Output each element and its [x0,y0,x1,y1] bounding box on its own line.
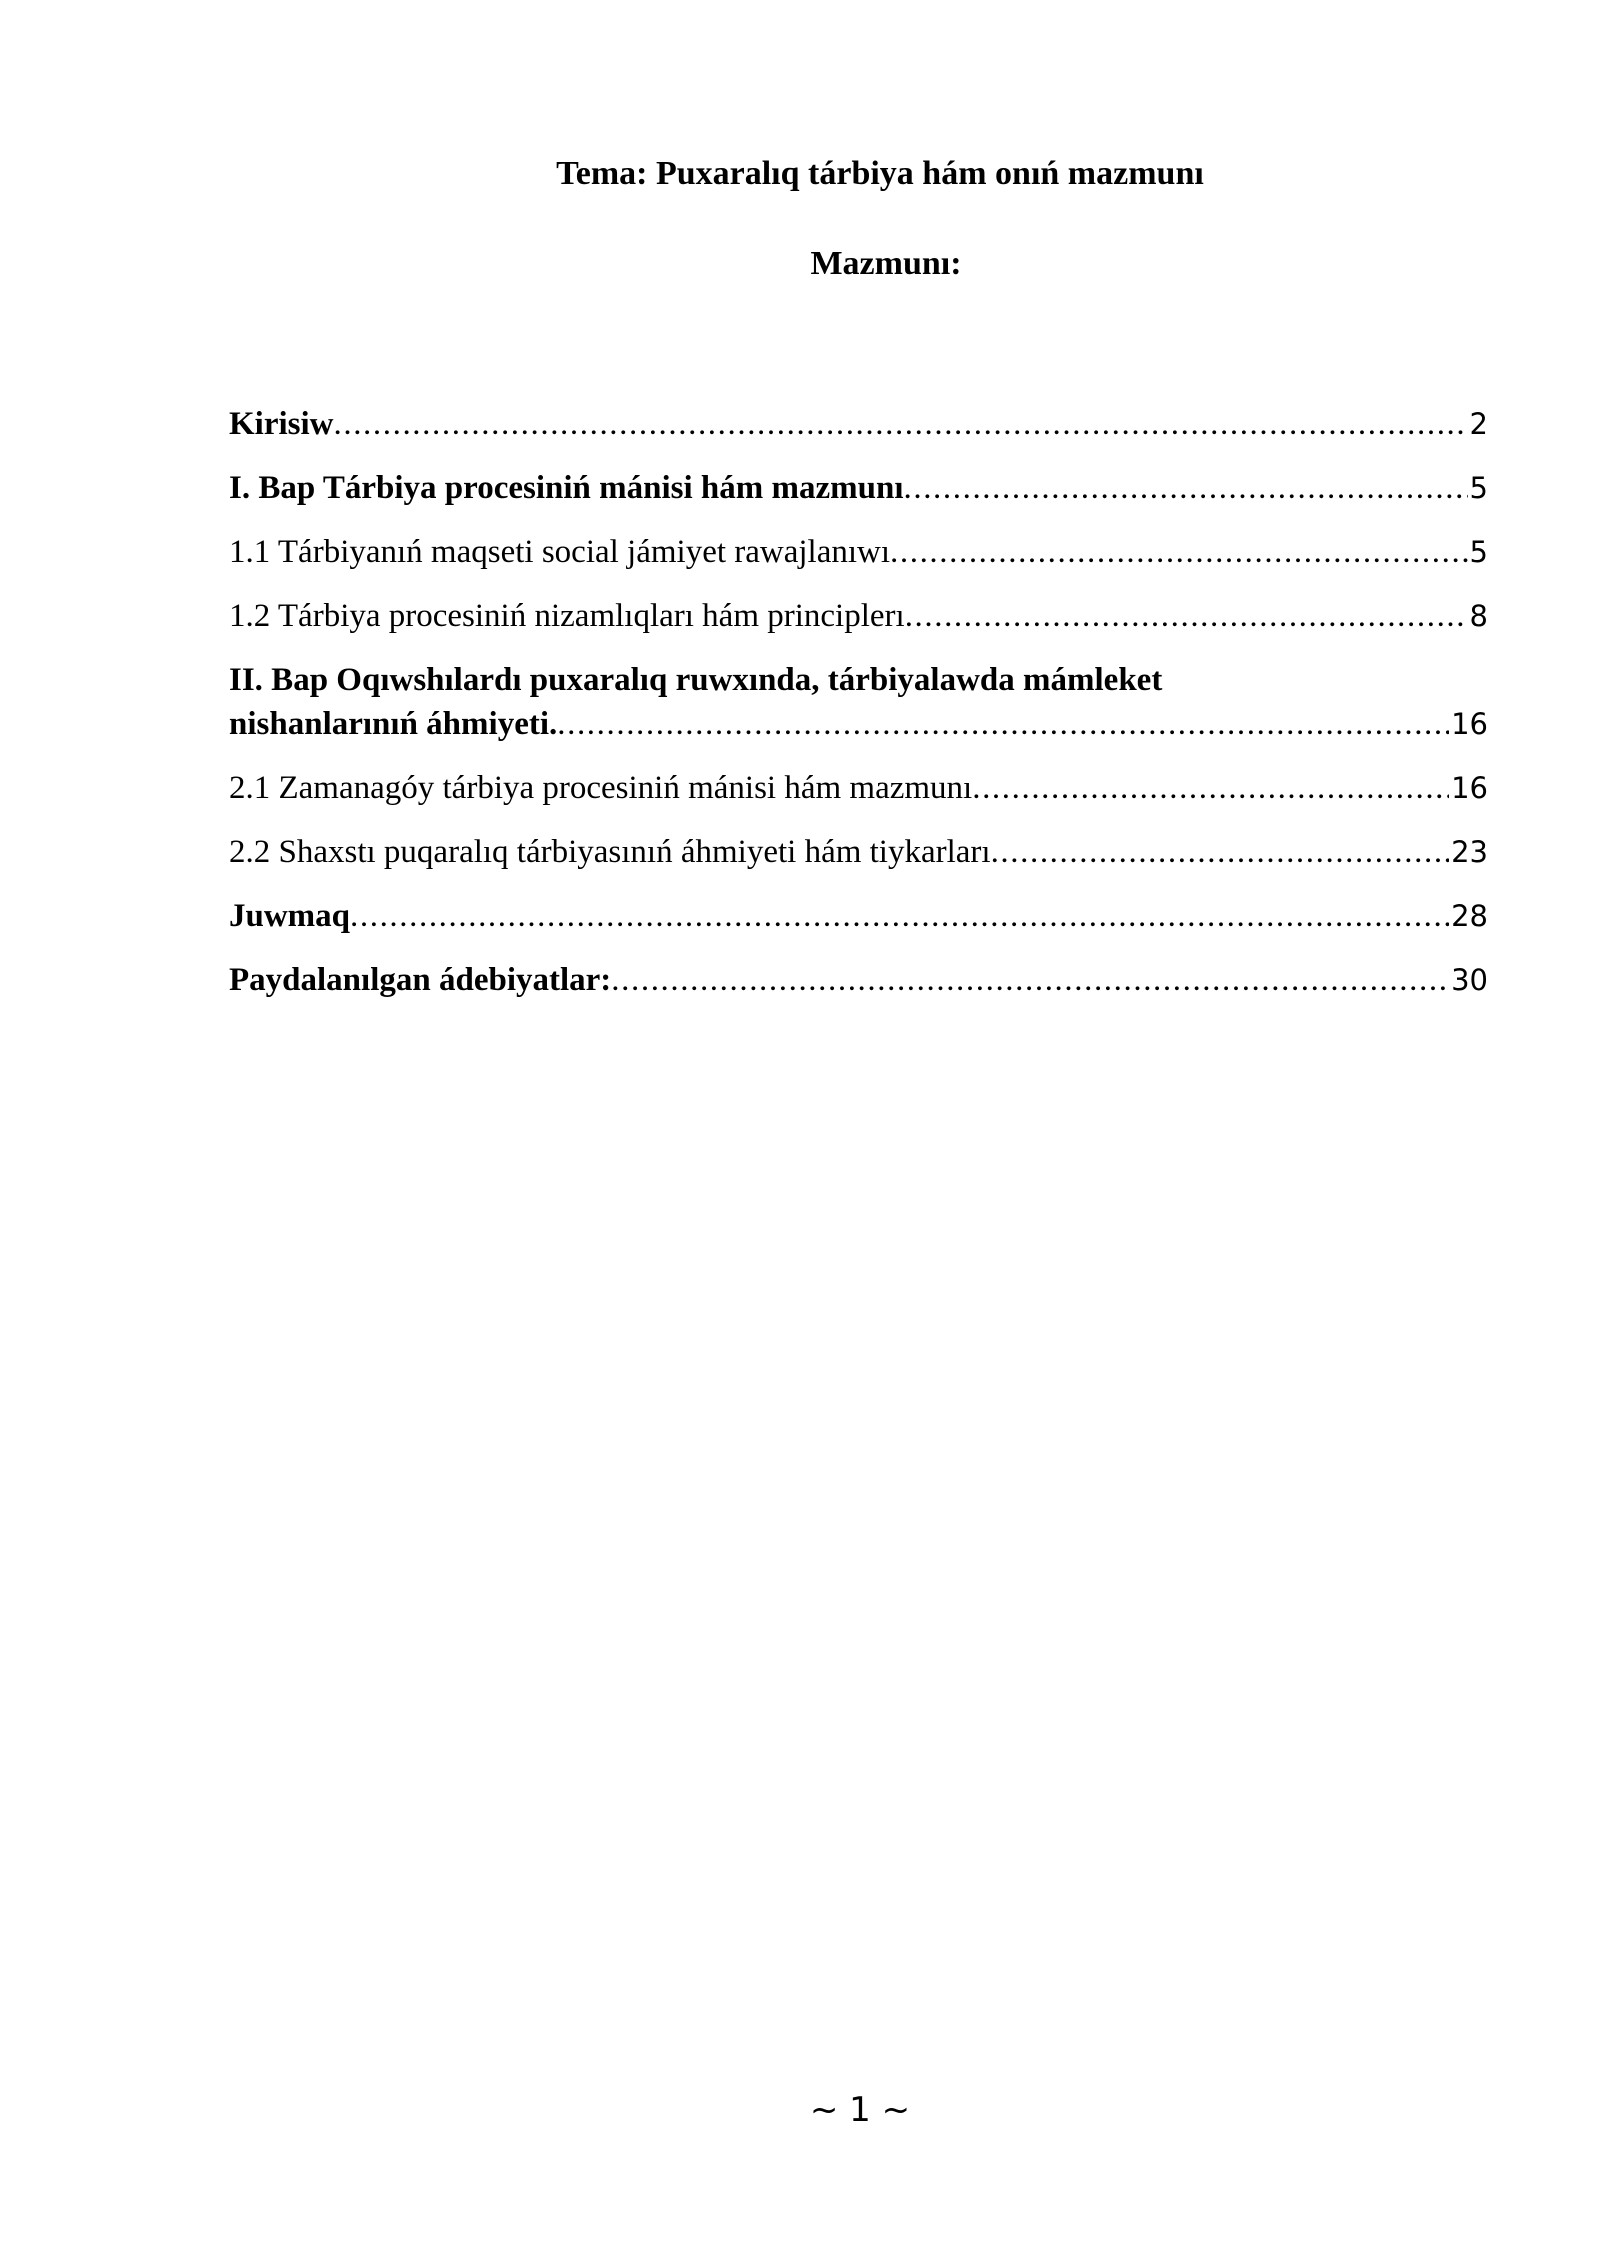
dot-leader [334,402,1468,446]
toc-entry-label: Juwmaq [229,898,351,934]
toc-entry-label-line1: II. Bap Oqıwshılardı puxaralıq ruwxında, tárbiyalawda mámleket [229,662,1163,698]
toc-entry-label: Paydalanılgan ádebiyatlar: [229,962,612,998]
toc-entry-page: 23 [1451,835,1488,869]
toc-entry-page: 5 [1469,535,1488,569]
toc-entry-page: 8 [1469,599,1488,633]
toc-entry-page: 16 [1451,771,1488,805]
toc-entry[interactable] [229,766,1488,810]
toc-entry-label: nishanlarınıń áhmiyeti. [229,706,558,742]
toc-entry[interactable] [229,894,1488,938]
toc-entry-label: 1.1 Tárbiyanıń maqseti social jámiyet rawajlanıwı [229,534,891,570]
toc-entry-label: 2.1 Zamanagóy tárbiya procesiniń mánisi hám mazmunı [229,770,973,806]
toc-entry[interactable] [229,530,1488,574]
toc-entry[interactable] [229,466,1488,510]
dot-leader [905,594,1468,638]
dot-leader [611,958,1449,1002]
toc-entry-page: 5 [1469,471,1488,505]
toc-entry-label: I. Bap Tárbiya procesiniń mánisi hám mazmunı [229,470,904,506]
toc-entry-page: 16 [1451,707,1488,741]
toc-entry[interactable] [229,658,1488,746]
dot-leader [904,466,1468,510]
toc-entry-page: 28 [1451,899,1488,933]
document-title: Tema: Puxaralıq tárbiya hám onıń mazmunı [556,155,1204,192]
page-number: ~ 1 ~ [809,2090,911,2130]
dot-leader [350,894,1449,938]
toc-entry[interactable] [229,830,1488,874]
dot-leader [991,830,1450,874]
toc-entry[interactable] [229,958,1488,1002]
toc-entry[interactable] [229,594,1488,638]
toc-entry-page: 2 [1469,407,1488,441]
toc-entry-label: 1.2 Tárbiya procesiniń nizamlıqları hám principlerı [229,598,905,634]
dot-leader [557,702,1449,746]
toc-entry-label: 2.2 Shaxstı puqaralıq tárbiyasınıń áhmiyeti hám tiykarları [229,834,991,870]
toc-heading: Mazmunı: [810,245,962,282]
table-of-contents [229,402,1488,1002]
toc-entry-label: Kirisiw [229,406,334,442]
dot-leader [972,766,1449,810]
toc-entry-page: 30 [1451,963,1488,997]
dot-leader [890,530,1468,574]
toc-entry[interactable] [229,402,1488,446]
